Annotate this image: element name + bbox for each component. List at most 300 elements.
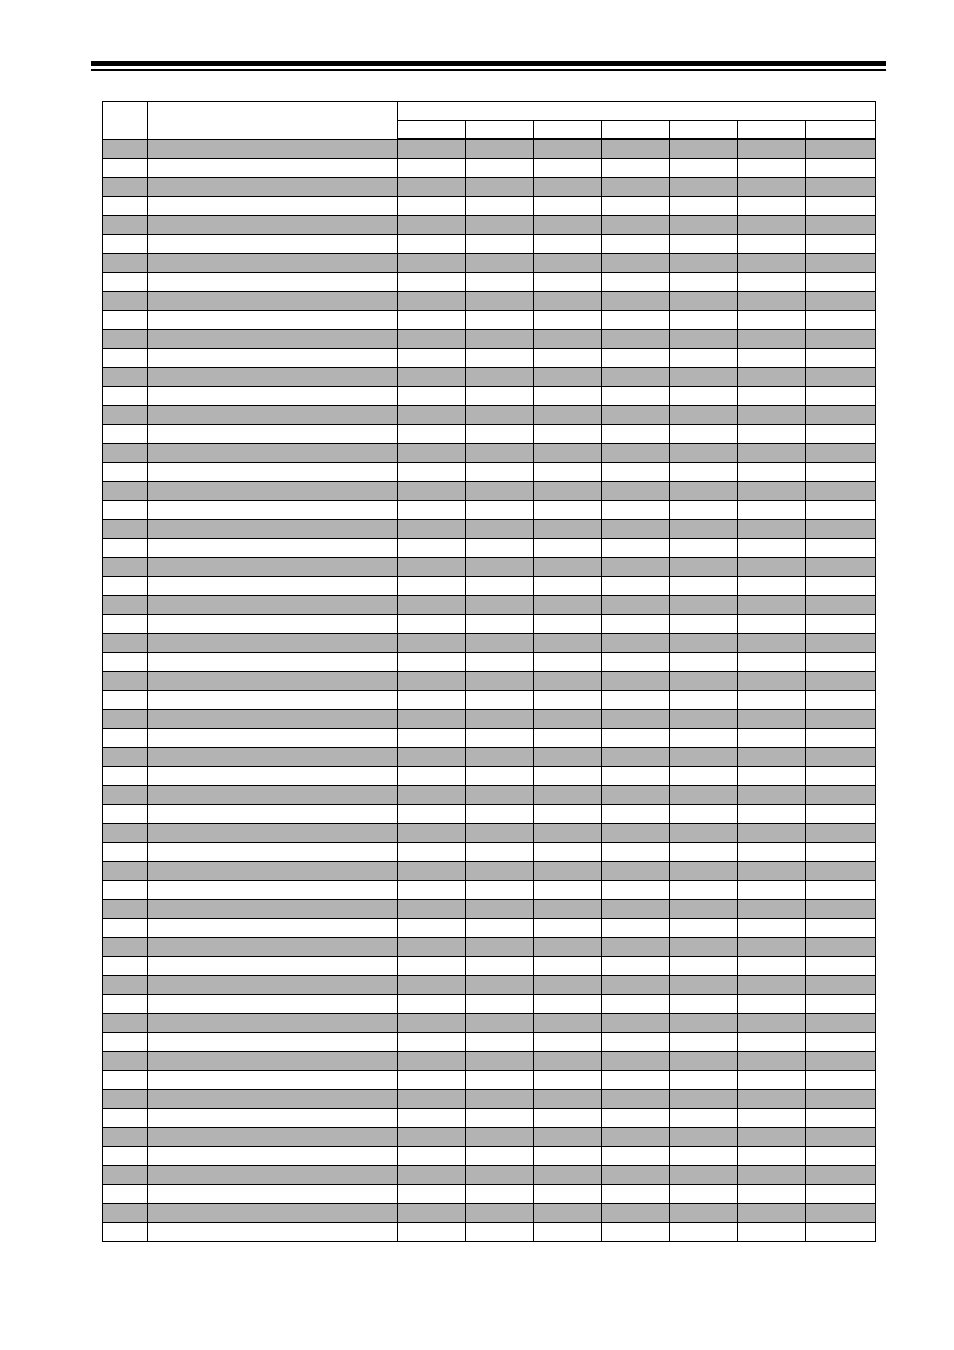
row-no-cell xyxy=(103,805,148,824)
row-value-cell xyxy=(466,995,534,1014)
row-value-cell xyxy=(466,368,534,387)
row-value-cell xyxy=(398,862,466,881)
row-value-cell xyxy=(398,634,466,653)
row-value-cell xyxy=(466,691,534,710)
row-value-cell xyxy=(738,615,806,634)
row-value-cell xyxy=(738,881,806,900)
row-no-cell xyxy=(103,862,148,881)
row-value-cell xyxy=(806,1147,876,1166)
row-value-cell xyxy=(398,767,466,786)
row-value-cell xyxy=(534,710,602,729)
row-item-cell xyxy=(148,615,398,634)
row-item-cell xyxy=(148,786,398,805)
row-value-cell xyxy=(806,1128,876,1147)
row-value-cell xyxy=(398,1052,466,1071)
table-row xyxy=(103,406,876,425)
table-row xyxy=(103,767,876,786)
row-value-cell xyxy=(534,881,602,900)
row-value-cell xyxy=(806,235,876,254)
row-value-cell xyxy=(466,216,534,235)
row-value-cell xyxy=(398,311,466,330)
row-value-cell xyxy=(806,159,876,178)
row-item-cell xyxy=(148,292,398,311)
row-no-cell xyxy=(103,216,148,235)
row-value-cell xyxy=(602,330,670,349)
row-value-cell xyxy=(398,900,466,919)
table-row xyxy=(103,1166,876,1185)
row-item-cell xyxy=(148,672,398,691)
row-value-cell xyxy=(398,444,466,463)
row-value-cell xyxy=(534,1166,602,1185)
row-value-cell xyxy=(738,387,806,406)
row-value-cell xyxy=(398,653,466,672)
row-value-cell xyxy=(466,159,534,178)
row-value-cell xyxy=(602,311,670,330)
row-value-cell xyxy=(738,311,806,330)
row-value-cell xyxy=(602,444,670,463)
row-no-cell xyxy=(103,881,148,900)
row-value-cell xyxy=(670,463,738,482)
row-value-cell xyxy=(534,159,602,178)
row-item-cell xyxy=(148,577,398,596)
row-value-cell xyxy=(806,710,876,729)
row-value-cell xyxy=(670,1185,738,1204)
row-value-cell xyxy=(466,938,534,957)
row-value-cell xyxy=(602,824,670,843)
row-value-cell xyxy=(398,805,466,824)
row-value-cell xyxy=(738,501,806,520)
row-no-cell xyxy=(103,1204,148,1223)
row-value-cell xyxy=(602,1166,670,1185)
row-value-cell xyxy=(806,1033,876,1052)
row-no-cell xyxy=(103,539,148,558)
row-value-cell xyxy=(670,254,738,273)
row-value-cell xyxy=(398,938,466,957)
table-row xyxy=(103,957,876,976)
row-value-cell xyxy=(466,805,534,824)
row-value-cell xyxy=(398,139,466,159)
row-no-cell xyxy=(103,995,148,1014)
row-item-cell xyxy=(148,596,398,615)
row-value-cell xyxy=(602,501,670,520)
row-value-cell xyxy=(670,368,738,387)
row-value-cell xyxy=(466,197,534,216)
row-value-cell xyxy=(738,1166,806,1185)
row-value-cell xyxy=(738,1185,806,1204)
row-value-cell xyxy=(670,976,738,995)
row-no-cell xyxy=(103,1090,148,1109)
row-value-cell xyxy=(534,463,602,482)
row-value-cell xyxy=(398,1128,466,1147)
row-item-cell xyxy=(148,539,398,558)
row-value-cell xyxy=(466,634,534,653)
row-value-cell xyxy=(534,577,602,596)
row-value-cell xyxy=(602,615,670,634)
row-value-cell xyxy=(466,349,534,368)
row-value-cell xyxy=(398,463,466,482)
row-item-cell xyxy=(148,235,398,254)
row-value-cell xyxy=(534,824,602,843)
row-value-cell xyxy=(670,539,738,558)
row-value-cell xyxy=(670,1147,738,1166)
row-value-cell xyxy=(738,1223,806,1242)
row-value-cell xyxy=(670,995,738,1014)
row-no-cell xyxy=(103,824,148,843)
row-value-cell xyxy=(602,1033,670,1052)
table-row xyxy=(103,824,876,843)
row-item-cell xyxy=(148,178,398,197)
row-value-cell xyxy=(806,824,876,843)
row-value-cell xyxy=(534,786,602,805)
row-value-cell xyxy=(738,159,806,178)
row-value-cell xyxy=(534,957,602,976)
row-value-cell xyxy=(602,1204,670,1223)
row-value-cell xyxy=(806,862,876,881)
row-value-cell xyxy=(534,900,602,919)
row-value-cell xyxy=(602,729,670,748)
row-value-cell xyxy=(670,957,738,976)
row-no-cell xyxy=(103,178,148,197)
row-value-cell xyxy=(670,330,738,349)
row-value-cell xyxy=(534,729,602,748)
row-no-cell xyxy=(103,957,148,976)
row-value-cell xyxy=(670,159,738,178)
row-value-cell xyxy=(466,273,534,292)
row-value-cell xyxy=(806,216,876,235)
row-value-cell xyxy=(738,653,806,672)
row-value-cell xyxy=(466,178,534,197)
table-row xyxy=(103,1223,876,1242)
row-value-cell xyxy=(534,197,602,216)
row-value-cell xyxy=(806,919,876,938)
table-row xyxy=(103,482,876,501)
table-row xyxy=(103,938,876,957)
row-value-cell xyxy=(806,1204,876,1223)
row-value-cell xyxy=(806,995,876,1014)
table-row xyxy=(103,995,876,1014)
row-value-cell xyxy=(738,1052,806,1071)
row-item-cell xyxy=(148,862,398,881)
row-value-cell xyxy=(466,1033,534,1052)
row-value-cell xyxy=(806,330,876,349)
table-row xyxy=(103,197,876,216)
header-no-cell xyxy=(103,102,148,140)
row-value-cell xyxy=(670,178,738,197)
row-value-cell xyxy=(670,1223,738,1242)
row-value-cell xyxy=(670,653,738,672)
row-item-cell xyxy=(148,368,398,387)
row-no-cell xyxy=(103,672,148,691)
row-value-cell xyxy=(398,501,466,520)
row-value-cell xyxy=(670,596,738,615)
row-value-cell xyxy=(466,577,534,596)
row-value-cell xyxy=(398,349,466,368)
row-value-cell xyxy=(534,596,602,615)
row-value-cell xyxy=(602,254,670,273)
row-item-cell xyxy=(148,1223,398,1242)
row-value-cell xyxy=(806,311,876,330)
row-value-cell xyxy=(670,634,738,653)
row-value-cell xyxy=(466,139,534,159)
row-value-cell xyxy=(738,520,806,539)
row-value-cell xyxy=(738,349,806,368)
row-value-cell xyxy=(670,406,738,425)
row-no-cell xyxy=(103,425,148,444)
row-no-cell xyxy=(103,273,148,292)
row-value-cell xyxy=(398,1090,466,1109)
table-row xyxy=(103,1128,876,1147)
table-row xyxy=(103,330,876,349)
row-value-cell xyxy=(806,501,876,520)
row-value-cell xyxy=(534,634,602,653)
row-value-cell xyxy=(534,843,602,862)
row-value-cell xyxy=(670,1090,738,1109)
row-value-cell xyxy=(602,539,670,558)
row-value-cell xyxy=(670,938,738,957)
row-value-cell xyxy=(534,1052,602,1071)
row-value-cell xyxy=(806,368,876,387)
row-no-cell xyxy=(103,1109,148,1128)
row-value-cell xyxy=(466,615,534,634)
row-no-cell xyxy=(103,1128,148,1147)
row-value-cell xyxy=(738,691,806,710)
table-row xyxy=(103,1071,876,1090)
row-value-cell xyxy=(534,1090,602,1109)
row-value-cell xyxy=(670,862,738,881)
row-value-cell xyxy=(398,216,466,235)
row-value-cell xyxy=(602,672,670,691)
row-value-cell xyxy=(806,805,876,824)
row-value-cell xyxy=(398,843,466,862)
row-value-cell xyxy=(398,520,466,539)
row-value-cell xyxy=(398,425,466,444)
row-no-cell xyxy=(103,1185,148,1204)
row-value-cell xyxy=(670,691,738,710)
row-value-cell xyxy=(670,710,738,729)
row-value-cell xyxy=(806,596,876,615)
row-item-cell xyxy=(148,349,398,368)
table-row xyxy=(103,520,876,539)
row-item-cell xyxy=(148,463,398,482)
row-value-cell xyxy=(466,539,534,558)
row-value-cell xyxy=(806,691,876,710)
row-value-cell xyxy=(806,767,876,786)
row-value-cell xyxy=(398,273,466,292)
row-value-cell xyxy=(806,1185,876,1204)
row-value-cell xyxy=(806,406,876,425)
row-value-cell xyxy=(738,292,806,311)
row-value-cell xyxy=(670,672,738,691)
row-value-cell xyxy=(398,729,466,748)
row-no-cell xyxy=(103,254,148,273)
row-item-cell xyxy=(148,311,398,330)
row-value-cell xyxy=(466,862,534,881)
row-value-cell xyxy=(398,786,466,805)
row-value-cell xyxy=(398,976,466,995)
row-value-cell xyxy=(534,1204,602,1223)
row-value-cell xyxy=(534,767,602,786)
row-value-cell xyxy=(670,919,738,938)
row-value-cell xyxy=(534,995,602,1014)
row-item-cell xyxy=(148,729,398,748)
row-value-cell xyxy=(534,292,602,311)
table-row xyxy=(103,1052,876,1071)
row-item-cell xyxy=(148,444,398,463)
row-value-cell xyxy=(806,178,876,197)
row-value-cell xyxy=(466,919,534,938)
table-row xyxy=(103,387,876,406)
table-row xyxy=(103,1014,876,1033)
row-value-cell xyxy=(670,615,738,634)
row-value-cell xyxy=(602,653,670,672)
row-no-cell xyxy=(103,1071,148,1090)
row-value-cell xyxy=(534,1071,602,1090)
row-value-cell xyxy=(398,824,466,843)
row-item-cell xyxy=(148,1071,398,1090)
row-value-cell xyxy=(738,976,806,995)
row-value-cell xyxy=(602,1052,670,1071)
row-item-cell xyxy=(148,634,398,653)
row-value-cell xyxy=(602,1147,670,1166)
row-value-cell xyxy=(738,710,806,729)
row-value-cell xyxy=(602,786,670,805)
table-row xyxy=(103,349,876,368)
row-no-cell xyxy=(103,159,148,178)
row-value-cell xyxy=(738,254,806,273)
row-value-cell xyxy=(398,672,466,691)
row-value-cell xyxy=(466,254,534,273)
row-value-cell xyxy=(534,178,602,197)
row-value-cell xyxy=(670,387,738,406)
header-rule-thin xyxy=(91,69,886,71)
row-value-cell xyxy=(466,748,534,767)
row-value-cell xyxy=(806,1109,876,1128)
subheader-cell xyxy=(806,121,876,140)
row-no-cell xyxy=(103,786,148,805)
row-value-cell xyxy=(398,1204,466,1223)
row-value-cell xyxy=(670,235,738,254)
row-value-cell xyxy=(738,1090,806,1109)
row-value-cell xyxy=(738,482,806,501)
row-value-cell xyxy=(670,1014,738,1033)
row-value-cell xyxy=(806,1052,876,1071)
row-value-cell xyxy=(534,938,602,957)
row-value-cell xyxy=(398,197,466,216)
row-value-cell xyxy=(738,197,806,216)
row-value-cell xyxy=(670,900,738,919)
row-no-cell xyxy=(103,767,148,786)
row-item-cell xyxy=(148,273,398,292)
row-value-cell xyxy=(602,634,670,653)
row-value-cell xyxy=(466,311,534,330)
table-row xyxy=(103,539,876,558)
row-value-cell xyxy=(806,976,876,995)
row-value-cell xyxy=(398,292,466,311)
row-value-cell xyxy=(398,1109,466,1128)
table-row xyxy=(103,444,876,463)
row-value-cell xyxy=(398,254,466,273)
row-value-cell xyxy=(534,862,602,881)
row-value-cell xyxy=(738,444,806,463)
row-value-cell xyxy=(398,710,466,729)
row-value-cell xyxy=(670,748,738,767)
row-item-cell xyxy=(148,653,398,672)
table-row xyxy=(103,881,876,900)
row-item-cell xyxy=(148,938,398,957)
row-value-cell xyxy=(806,482,876,501)
row-value-cell xyxy=(806,900,876,919)
table-row xyxy=(103,1147,876,1166)
row-value-cell xyxy=(738,330,806,349)
table-row xyxy=(103,710,876,729)
row-value-cell xyxy=(534,1109,602,1128)
row-no-cell xyxy=(103,615,148,634)
row-value-cell xyxy=(534,653,602,672)
row-value-cell xyxy=(534,805,602,824)
table-row xyxy=(103,159,876,178)
row-value-cell xyxy=(806,254,876,273)
row-no-cell xyxy=(103,330,148,349)
row-value-cell xyxy=(738,577,806,596)
row-value-cell xyxy=(602,767,670,786)
row-value-cell xyxy=(534,748,602,767)
row-value-cell xyxy=(466,881,534,900)
table-row xyxy=(103,501,876,520)
header-item-cell xyxy=(148,102,398,140)
row-value-cell xyxy=(738,1071,806,1090)
subheader-cell xyxy=(466,121,534,140)
row-value-cell xyxy=(534,254,602,273)
subheader-cell xyxy=(398,121,466,140)
row-value-cell xyxy=(602,1071,670,1090)
row-value-cell xyxy=(670,139,738,159)
row-value-cell xyxy=(806,748,876,767)
row-value-cell xyxy=(806,349,876,368)
row-value-cell xyxy=(738,1147,806,1166)
row-item-cell xyxy=(148,1185,398,1204)
row-value-cell xyxy=(806,463,876,482)
row-value-cell xyxy=(398,159,466,178)
row-value-cell xyxy=(806,634,876,653)
row-value-cell xyxy=(466,976,534,995)
row-value-cell xyxy=(602,387,670,406)
row-item-cell xyxy=(148,881,398,900)
row-value-cell xyxy=(670,444,738,463)
table-row xyxy=(103,900,876,919)
row-value-cell xyxy=(738,425,806,444)
row-no-cell xyxy=(103,748,148,767)
row-value-cell xyxy=(466,1052,534,1071)
row-value-cell xyxy=(738,406,806,425)
row-value-cell xyxy=(806,1090,876,1109)
row-value-cell xyxy=(738,634,806,653)
row-value-cell xyxy=(670,197,738,216)
row-value-cell xyxy=(602,349,670,368)
table-row xyxy=(103,273,876,292)
row-value-cell xyxy=(602,1014,670,1033)
row-value-cell xyxy=(806,1014,876,1033)
row-value-cell xyxy=(806,615,876,634)
row-value-cell xyxy=(670,881,738,900)
row-value-cell xyxy=(534,425,602,444)
row-value-cell xyxy=(602,577,670,596)
row-no-cell xyxy=(103,387,148,406)
row-value-cell xyxy=(534,311,602,330)
row-value-cell xyxy=(602,843,670,862)
subheader-cell xyxy=(534,121,602,140)
row-value-cell xyxy=(806,1071,876,1090)
row-value-cell xyxy=(806,444,876,463)
